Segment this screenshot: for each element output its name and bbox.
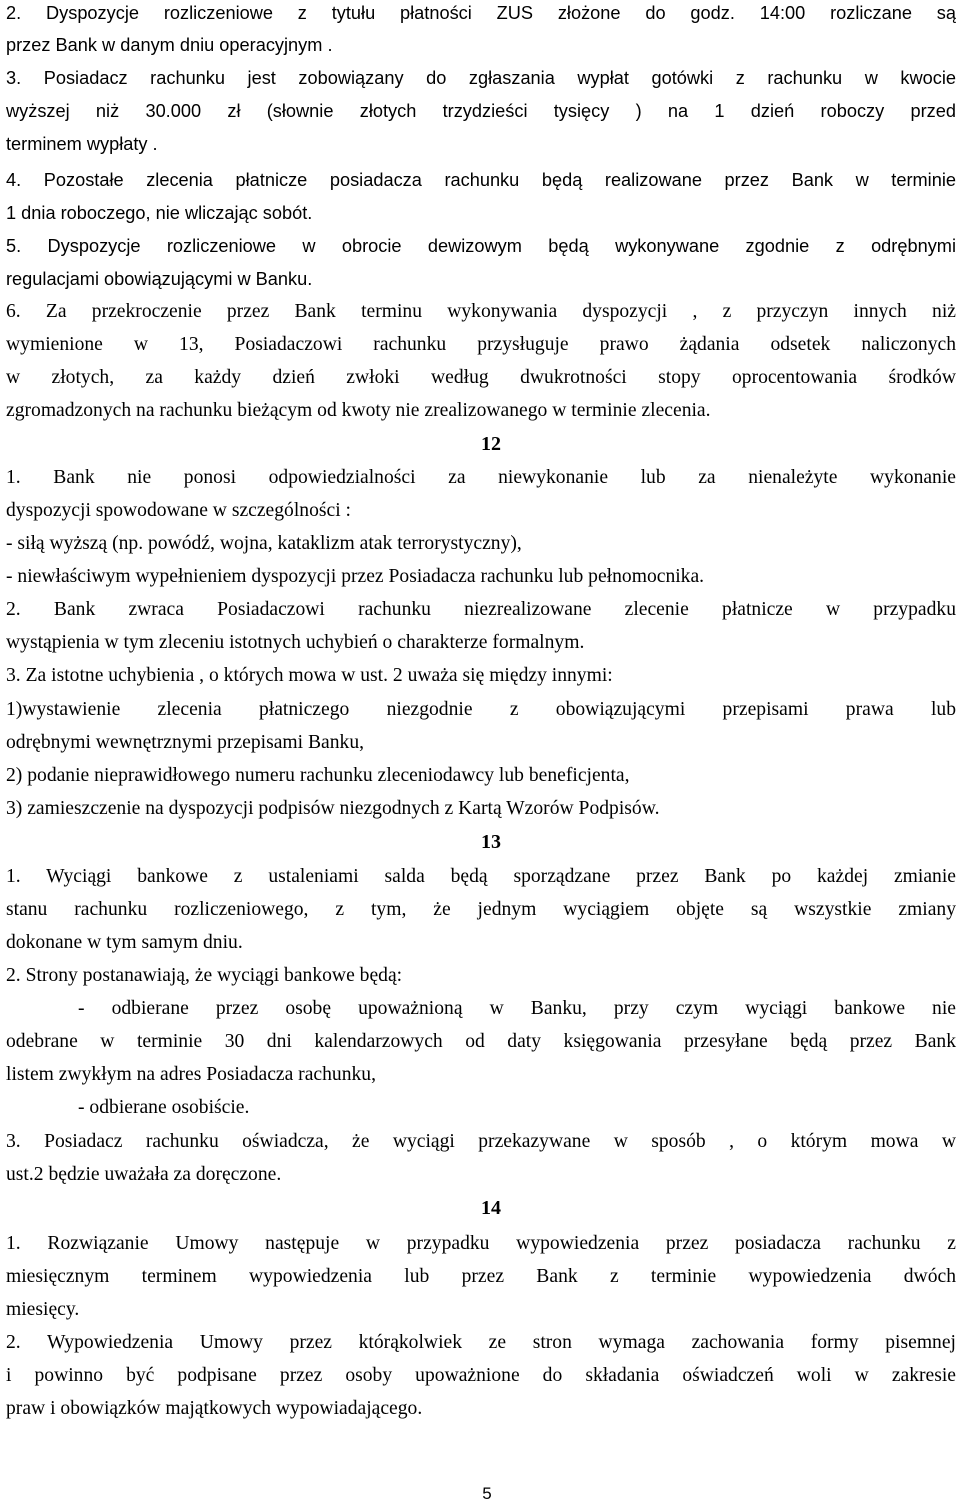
text-line: dyspozycji spowodowane w szczególności :: [6, 500, 351, 521]
text-line: 6. Za przekroczenie przez Bank terminu wykonywania dyspozycji , z przyczyn innych niż: [6, 301, 956, 322]
text-line: stanu rachunku rozliczeniowego, z tym, że jednym wyciągiem objęte są wszystkie zmiany: [6, 899, 956, 920]
text-line: 5. Dyspozycje rozliczeniowe w obrocie dewizowym będą wykonywane zgodnie z odrębnymi: [6, 236, 956, 256]
text-line: ust.2 będzie uważała za doręczone.: [6, 1164, 282, 1185]
text-line: 2. Bank zwraca Posiadaczowi rachunku niezrealizowane zlecenie płatnicze w przypadku: [6, 599, 956, 620]
text-line: 4. Pozostałe zlecenia płatnicze posiadacza rachunku będą realizowane przez Bank w terminie: [6, 170, 956, 190]
text-line: 1. Rozwiązanie Umowy następuje w przypadku wypowiedzenia przez posiadacza rachunku z: [6, 1233, 956, 1254]
text-line: 3. Za istotne uchybienia , o których mowa w ust. 2 uważa się między innymi:: [6, 665, 613, 686]
text-line: listem zwykłym na adres Posiadacza rachunku,: [6, 1064, 376, 1085]
document-page: [6, 0, 956, 1509]
text-line: odrębnymi wewnętrznymi przepisami Banku,: [6, 732, 365, 753]
text-line: 3. Posiadacz rachunku oświadcza, że wyciągi przekazywane w sposób , o którym mowa w: [6, 1131, 956, 1152]
page-number: 5: [482, 1484, 492, 1503]
text-line: - niewłaściwym wypełnieniem dyspozycji przez Posiadacza rachunku lub pełnomocnika.: [6, 566, 705, 587]
text-line: 1. Bank nie ponosi odpowiedzialności za niewykonanie lub za nienależyte wykonanie: [6, 467, 956, 488]
text-line: regulacjami obowiązującymi w Banku.: [6, 269, 313, 289]
text-line: wymienione w 13, Posiadaczowi rachunku przysługuje prawo żądania odsetek naliczonych: [6, 334, 956, 355]
text-line: zgromadzonych na rachunku bieżącym od kwoty nie zrealizowanego w terminie zlecenia.: [6, 400, 711, 421]
text-line: - siłą wyższą (np. powódź, wojna, kataklizm atak terrorystyczny),: [6, 533, 522, 554]
text-line: 3. Posiadacz rachunku jest zobowiązany do zgłaszania wypłat gotówki z rachunku w kwocie: [6, 68, 956, 88]
text-line: 2. Wypowiedzenia Umowy przez którąkolwiek ze stron wymaga zachowania formy pisemnej: [6, 1332, 956, 1353]
text-line: - odbierane przez osobę upoważnioną w Banku, przy czym wyciągi bankowe nie: [78, 998, 956, 1019]
section-heading-13: 13: [481, 831, 501, 853]
text-line: 3) zamieszczenie na dyspozycji podpisów niezgodnych z Kartą Wzorów Podpisów.: [6, 798, 660, 819]
text-line: 2. Strony postanawiają, że wyciągi bankowe będą:: [6, 965, 403, 986]
text-line: miesięcznym terminem wypowiedzenia lub przez Bank z terminie wypowiedzenia dwóch: [6, 1266, 956, 1287]
text-line: i powinno być podpisane przez osoby upoważnione do składania oświadczeń woli w zakresie: [6, 1365, 956, 1386]
section-heading-12: 12: [481, 433, 501, 455]
text-line: 2. Dyspozycje rozliczeniowe z tytułu płatności ZUS złożone do godz. 14:00 rozliczane są: [6, 3, 956, 23]
text-line: 1. Wyciągi bankowe z ustaleniami salda będą sporządzane przez Bank po każdej zmianie: [6, 866, 956, 887]
section-heading-14: 14: [481, 1197, 501, 1219]
text-line: - odbierane osobiście.: [78, 1097, 250, 1118]
text-line: miesięcy.: [6, 1299, 80, 1320]
text-line: terminem wypłaty .: [6, 134, 158, 154]
text-line: w złotych, za każdy dzień zwłoki według dwukrotności stopy oprocentowania środków: [6, 367, 956, 388]
text-line: wyższej niż 30.000 zł (słownie złotych trzydzieści tysięcy ) na 1 dzień roboczy przed: [6, 101, 956, 121]
text-line: przez Bank w danym dniu operacyjnym .: [6, 35, 333, 55]
text-line: 1 dnia roboczego, nie wliczając sobót.: [6, 203, 313, 223]
text-line: 1)wystawienie zlecenia płatniczego niezgodnie z obowiązującymi przepisami prawa lub: [6, 699, 956, 720]
text-line: wystąpienia w tym zleceniu istotnych uchybień o charakterze formalnym.: [6, 632, 585, 653]
text-line: praw i obowiązków majątkowych wypowiadającego.: [6, 1398, 423, 1419]
text-line: dokonane w tym samym dniu.: [6, 932, 243, 953]
text-line: 2) podanie nieprawidłowego numeru rachunku zleceniodawcy lub beneficjenta,: [6, 765, 630, 786]
text-line: odebrane w terminie 30 dni kalendarzowych od daty księgowania przesyłane będą przez Bank: [6, 1031, 956, 1052]
